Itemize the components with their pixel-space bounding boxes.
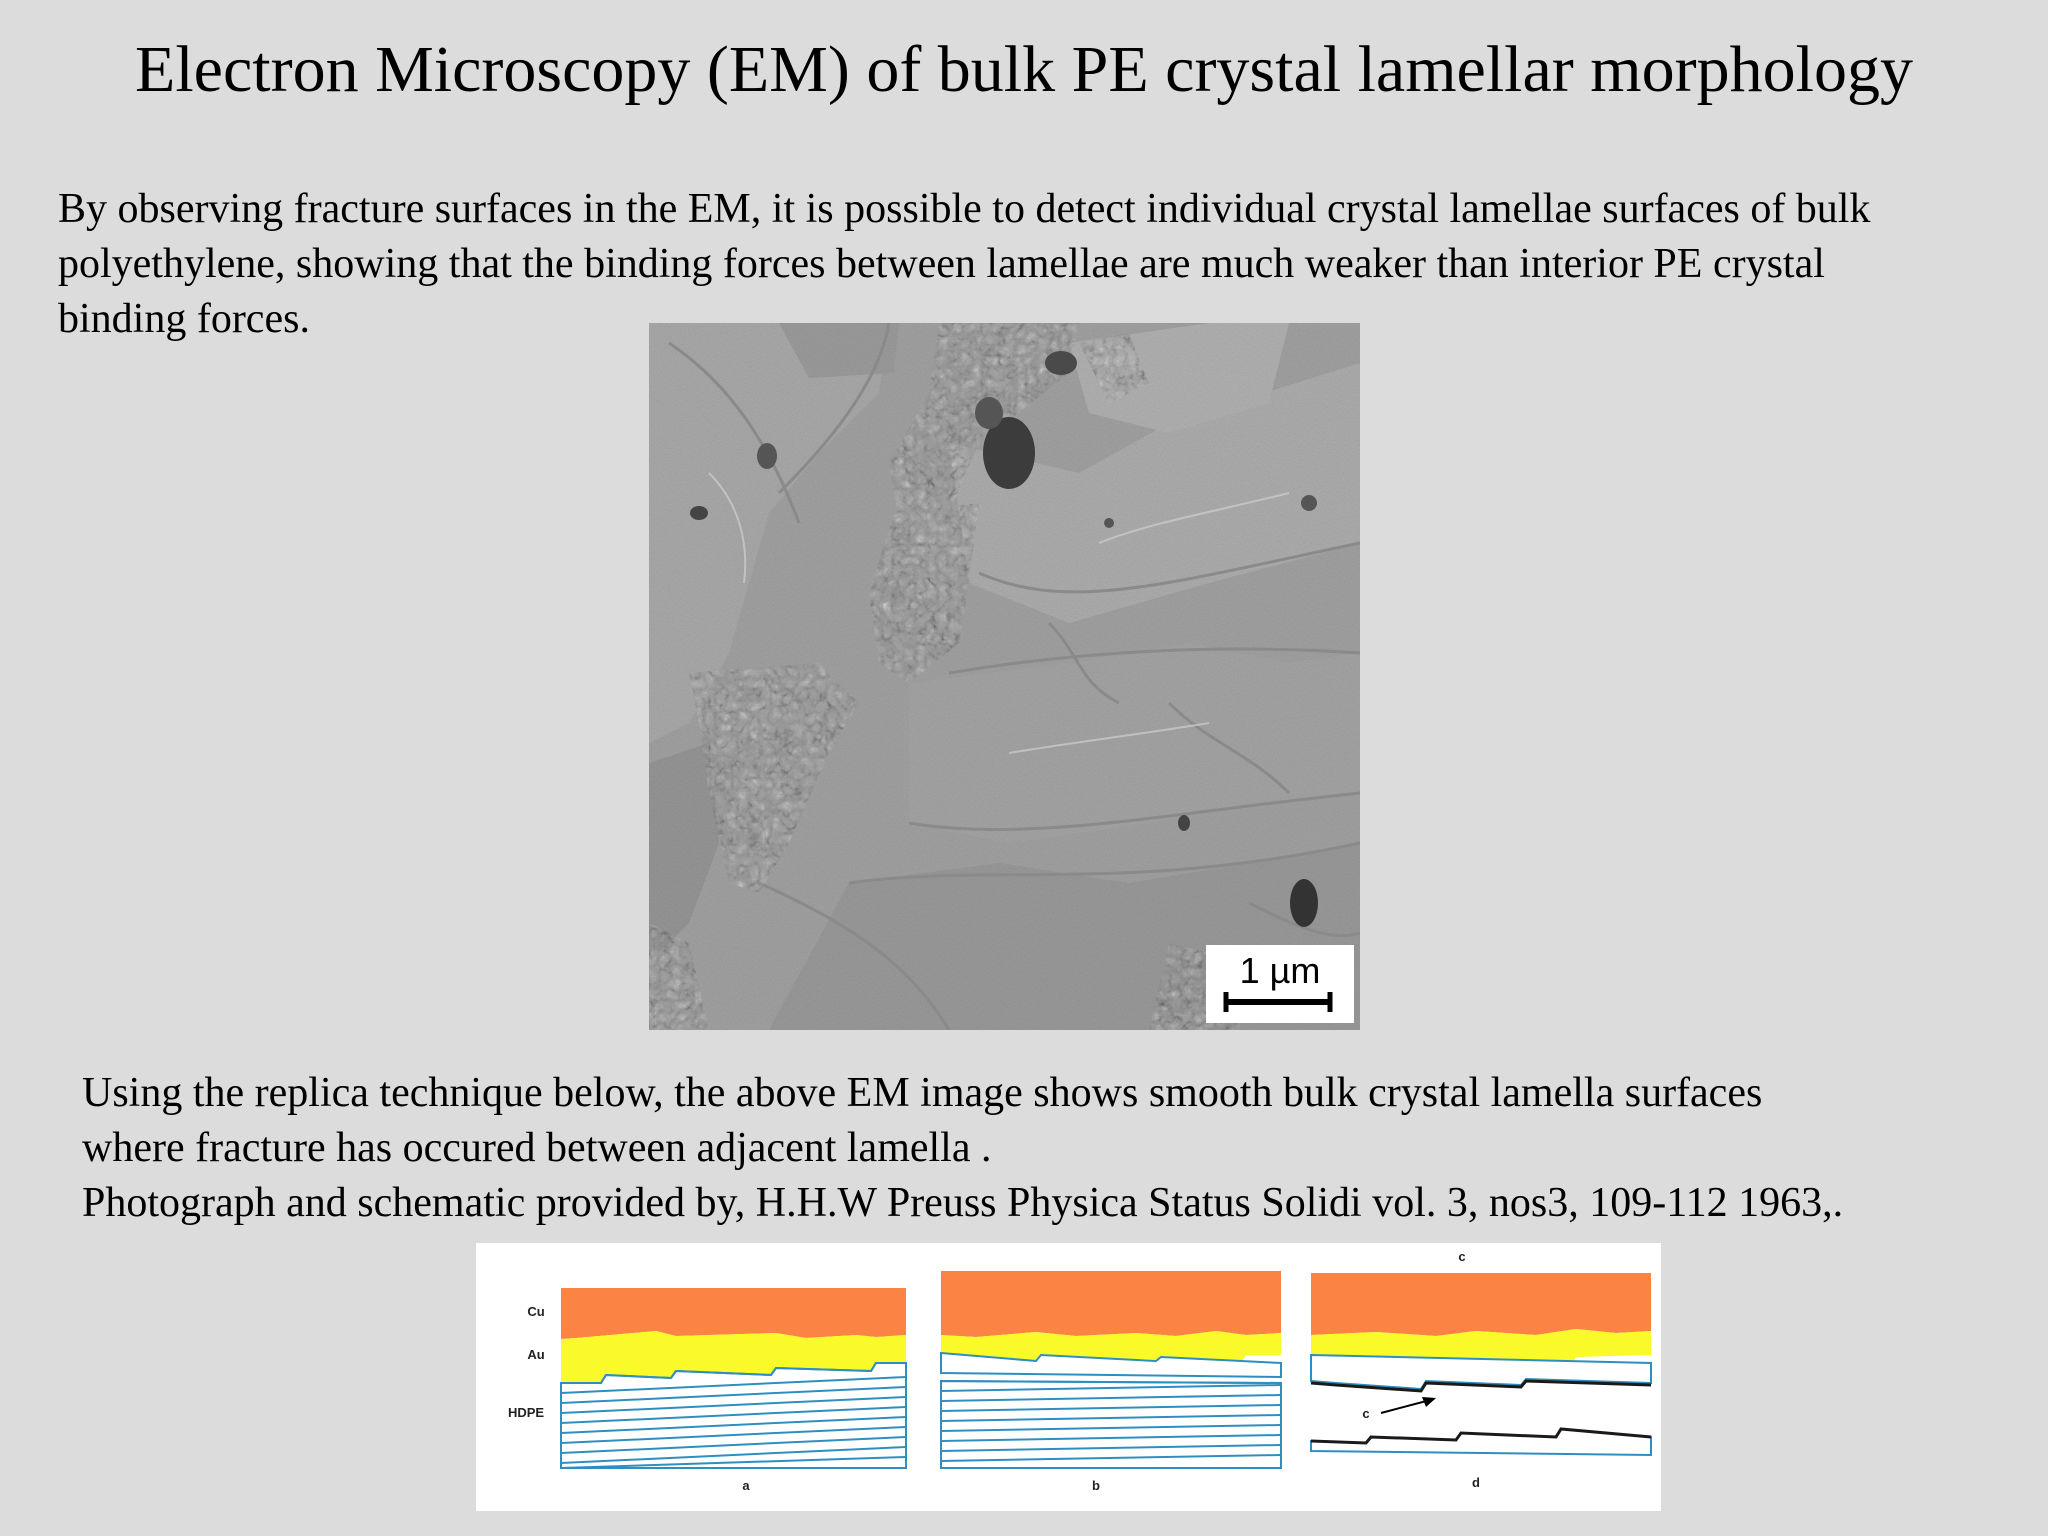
- intro-line: polyethylene, showing that the binding forces between lamellae are much weaker than interior PE crystal: [58, 241, 1825, 287]
- caption-line: Using the replica technique below, the above EM image shows smooth bulk crystal lamella surfaces: [82, 1070, 1763, 1116]
- caption-line: Photograph and schematic provided by, H.H.W Preuss Physica Status Solidi vol. 3, nos3, 109-112 1963,.: [82, 1180, 1844, 1226]
- caption-line: where fracture has occured between adjacent lamella .: [82, 1125, 992, 1171]
- polyethylene-lamellae: [561, 1363, 906, 1468]
- layer-label-hdpe: HDPE: [507, 1405, 545, 1420]
- arrow-c-label: c: [1362, 1406, 1370, 1421]
- caption-paragraph: [82, 1066, 2048, 1231]
- scale-bar-label: 1 µm: [1239, 950, 1321, 991]
- panel-b-label: b: [1092, 1478, 1100, 1493]
- panel-d-label: d: [1472, 1475, 1480, 1490]
- em-micrograph: [649, 323, 1360, 1030]
- layer-label-au: Au: [527, 1347, 545, 1362]
- copper-layer: [561, 1288, 906, 1339]
- layer-label-cu: Cu: [527, 1304, 545, 1319]
- slide-title: Electron Microscopy (EM) of bulk PE crystal lamellar morphology: [135, 33, 1913, 106]
- panel-a-label: a: [742, 1478, 750, 1493]
- intro-line: binding forces.: [58, 296, 310, 342]
- copper-layer: [941, 1271, 1281, 1337]
- schematic-panel-a: [561, 1288, 906, 1493]
- polyethylene-lamellae: [941, 1353, 1281, 1468]
- schematic-panel-b: [941, 1271, 1281, 1493]
- replica-schematic: [476, 1243, 1661, 1511]
- copper-layer: [1311, 1273, 1651, 1336]
- panel-c-top-label: c: [1458, 1249, 1466, 1264]
- scale-bar-box: [1206, 945, 1354, 1023]
- intro-line: By observing fracture surfaces in the EM, it is possible to detect individual crystal lamellae surfaces of bulk: [58, 186, 1871, 232]
